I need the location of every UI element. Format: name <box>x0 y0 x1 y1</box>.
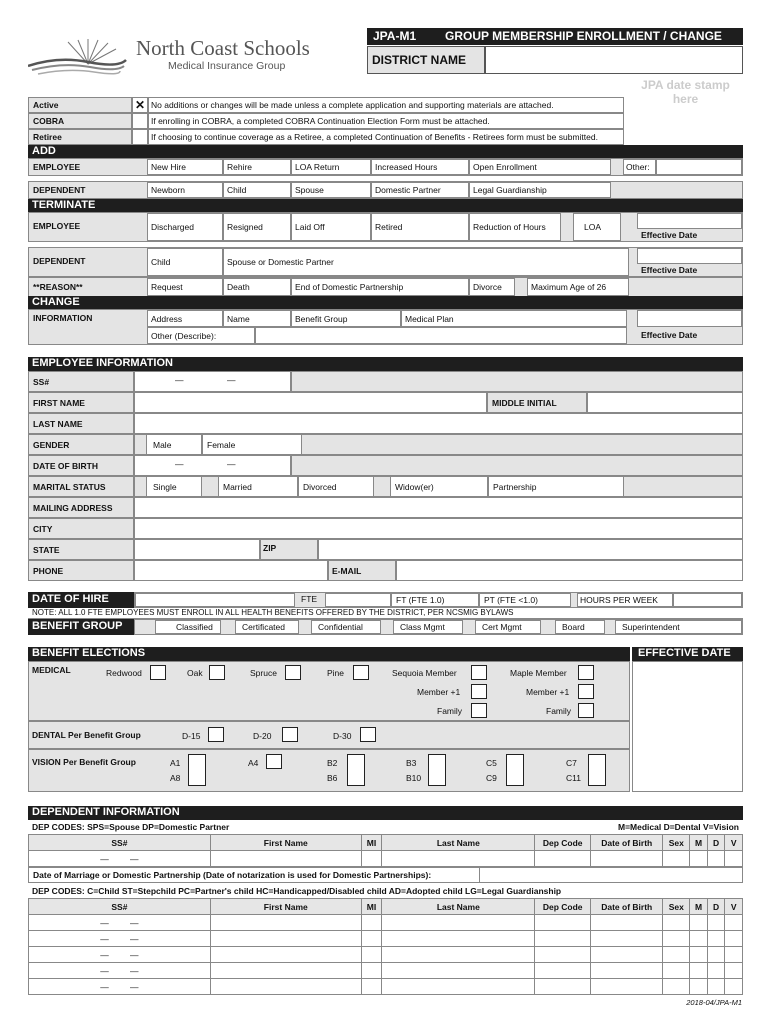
v-cell[interactable] <box>725 931 743 947</box>
district-name-field[interactable] <box>485 46 743 74</box>
dep-codes-row-2: DEP CODES: C=Child ST=Stepchild PC=Partner's child HC=Handicapped/Disabled child AD=Adopted child LG=Legal Guardianship <box>32 886 562 896</box>
m-cell[interactable] <box>690 931 708 947</box>
mi-cell[interactable] <box>361 947 382 963</box>
d-cell[interactable] <box>707 947 725 963</box>
gender-male-option[interactable]: Male <box>146 434 202 455</box>
term-dep-effective-date-label: Effective Date <box>641 265 698 275</box>
mailing-field[interactable] <box>134 497 743 518</box>
table-row <box>29 963 743 979</box>
first-name-cell[interactable] <box>210 931 361 947</box>
last-name-cell[interactable] <box>382 915 535 931</box>
hours-per-week-label: HOURS PER WEEK <box>577 593 673 607</box>
d30-checkbox[interactable] <box>360 727 376 742</box>
ssn-cell[interactable]: — — <box>29 979 211 995</box>
reason-maxage-option[interactable]: Maximum Age of 26 <box>527 278 629 296</box>
term-loa-option[interactable]: LOA <box>573 213 621 241</box>
dependent-table-2 <box>28 898 743 995</box>
status-text-active: No additions or changes will be made unless a complete application and supporting materials are attached. <box>148 97 624 113</box>
change-effective-date-label: Effective Date <box>641 330 698 340</box>
status-label-retiree: Retiree <box>28 129 132 145</box>
m-cell[interactable] <box>690 947 708 963</box>
d20-label: D-20 <box>253 731 272 741</box>
fte-note: NOTE: ALL 1.0 FTE EMPLOYEES MUST ENROLL IN ALL HEALTH BENEFITS OFFERED BY THE DISTRICT, PER NCSMIG BYLAWS <box>28 608 743 619</box>
dependent-table-1 <box>28 834 743 867</box>
change-effective-date-field[interactable] <box>637 310 742 327</box>
hire-row <box>134 592 743 608</box>
dependent-table-header <box>29 899 743 915</box>
add-increasedhours-option[interactable]: Increased Hours <box>371 159 469 175</box>
b2-b6-checkbox[interactable] <box>347 754 365 786</box>
dep-codes-row-1: DEP CODES: SPS=Spouse DP=Domestic Partner M=Medical D=Dental V=Vision <box>32 822 739 832</box>
dep-code-cell[interactable] <box>535 963 591 979</box>
a1-a8-checkbox[interactable] <box>188 754 206 786</box>
state-field[interactable] <box>134 539 260 560</box>
c5-c9-checkbox[interactable] <box>506 754 524 786</box>
pt-option[interactable]: PT (FTE <1.0) <box>479 593 571 607</box>
d-cell[interactable] <box>707 979 725 995</box>
ssn-spacer <box>291 371 743 392</box>
dob-cell[interactable] <box>591 851 663 867</box>
dob-cell[interactable] <box>591 947 663 963</box>
add-dependent-row <box>28 181 743 199</box>
term-discharged-option[interactable]: Discharged <box>147 213 223 241</box>
district-label: DISTRICT NAME <box>367 46 485 74</box>
col-sex: Sex <box>663 835 690 851</box>
d30-label: D-30 <box>333 731 352 741</box>
jpa-stamp-area: JPA date stamp here <box>641 78 730 106</box>
bg-certmgmt-option[interactable]: Cert Mgmt <box>475 620 541 634</box>
maple-member-label: Maple Member <box>510 668 567 678</box>
term-effective-date-field[interactable] <box>637 213 742 229</box>
reason-death-option[interactable]: Death <box>223 278 291 296</box>
add-newhire-option[interactable]: New Hire <box>147 159 223 175</box>
dep-code-cell[interactable] <box>535 979 591 995</box>
dep-code-cell[interactable] <box>535 915 591 931</box>
oak-checkbox[interactable] <box>209 665 225 680</box>
email-field[interactable] <box>396 560 743 581</box>
terminate-reason-row <box>28 277 743 297</box>
col-sex: Sex <box>663 899 690 915</box>
terminate-dependent-label: DEPENDENT <box>33 256 86 266</box>
v-cell[interactable] <box>725 963 743 979</box>
last-name-field[interactable] <box>134 413 743 434</box>
marriage-date-row: Date of Marriage or Domestic Partnership (Date of notarization is used for Domestic Partnerships): <box>28 867 743 883</box>
last-name-label: LAST NAME <box>28 413 134 434</box>
logo-mountain-icon <box>28 36 128 76</box>
b2-label: B2 <box>327 758 338 768</box>
marital-married-option[interactable]: Married <box>218 476 298 497</box>
bg-confidential-option[interactable]: Confidential <box>311 620 381 634</box>
m-cell[interactable] <box>690 915 708 931</box>
marital-label: MARITAL STATUS <box>28 476 134 497</box>
col-dob: Date of Birth <box>591 899 663 915</box>
vision-label: VISION Per Benefit Group <box>32 757 136 767</box>
c7-c11-checkbox[interactable] <box>588 754 606 786</box>
col-v: V <box>725 835 743 851</box>
gender-label: GENDER <box>28 434 134 455</box>
mi-cell[interactable] <box>361 979 382 995</box>
term-reduction-option[interactable]: Reduction of Hours <box>469 213 561 241</box>
employee-info-grid <box>28 371 743 583</box>
add-domesticpartner-option[interactable]: Domestic Partner <box>371 182 469 198</box>
m-cell[interactable] <box>690 851 708 867</box>
col-v: V <box>725 899 743 915</box>
date-of-hire-label: DATE OF HIRE <box>28 592 134 608</box>
dep-code-cell[interactable] <box>535 947 591 963</box>
fte-label: FTE <box>301 594 318 604</box>
cobra-checkbox[interactable] <box>132 113 148 129</box>
col-ssn: SS# <box>29 899 211 915</box>
dob-label: DATE OF BIRTH <box>28 455 134 476</box>
term-resigned-option[interactable]: Resigned <box>223 213 291 241</box>
maple-member-plus-checkbox[interactable] <box>578 684 594 699</box>
status-label-cobra: COBRA <box>28 113 132 129</box>
d-cell[interactable] <box>707 915 725 931</box>
zip-field[interactable] <box>318 539 743 560</box>
phone-field[interactable] <box>134 560 328 581</box>
redwood-checkbox[interactable] <box>150 665 166 680</box>
sex-cell[interactable] <box>663 979 690 995</box>
a4-label: A4 <box>248 758 259 768</box>
last-name-cell[interactable] <box>382 947 535 963</box>
add-other-option[interactable]: Other: <box>623 159 656 175</box>
table-row <box>29 931 743 947</box>
ssn-cell[interactable]: — — <box>29 963 211 979</box>
v-cell[interactable] <box>725 947 743 963</box>
benefit-group-label: BENEFIT GROUP <box>28 619 134 635</box>
d15-checkbox[interactable] <box>208 727 224 742</box>
dob-cell[interactable] <box>591 963 663 979</box>
mi-cell[interactable] <box>361 915 382 931</box>
state-label: STATE <box>28 539 134 560</box>
terminate-employee-row <box>28 212 743 242</box>
col-d: D <box>707 835 725 851</box>
sex-cell[interactable] <box>663 915 690 931</box>
sequoia-family-checkbox[interactable] <box>471 703 487 718</box>
change-name-option[interactable]: Name <box>223 310 291 327</box>
d-cell[interactable] <box>707 963 725 979</box>
col-m: M <box>690 835 708 851</box>
gender-female-option[interactable]: Female <box>202 434 302 455</box>
terminate-dependent-row <box>28 247 743 277</box>
col-mi: MI <box>361 899 382 915</box>
first-name-cell[interactable] <box>210 963 361 979</box>
add-openenrollment-option[interactable]: Open Enrollment <box>469 159 611 175</box>
first-name-field[interactable] <box>134 392 487 413</box>
dental-label: DENTAL Per Benefit Group <box>32 730 141 740</box>
term-effective-date-label: Effective Date <box>641 230 698 240</box>
marital-single-option[interactable]: Single <box>146 476 202 497</box>
table-row <box>29 915 743 931</box>
marital-partnership-option[interactable]: Partnership <box>488 476 624 497</box>
ssn-field[interactable]: — — <box>134 371 291 392</box>
marital-widow-option[interactable]: Widow(er) <box>390 476 488 497</box>
middle-initial-field[interactable] <box>587 392 743 413</box>
city-field[interactable] <box>134 518 743 539</box>
spruce-label: Spruce <box>250 668 277 678</box>
table-row <box>29 979 743 995</box>
reason-enddp-option[interactable]: End of Domestic Partnership <box>291 278 469 296</box>
ssn-cell[interactable]: — — <box>29 931 211 947</box>
first-name-label: FIRST NAME <box>28 392 134 413</box>
ft-option[interactable]: FT (FTE 1.0) <box>391 593 479 607</box>
ssn-label: SS# <box>28 371 134 392</box>
employee-info-header: EMPLOYEE INFORMATION <box>28 357 743 371</box>
maple-member-checkbox[interactable] <box>578 665 594 680</box>
m-cell[interactable] <box>690 963 708 979</box>
mailing-label: MAILING ADDRESS <box>28 497 134 518</box>
v-cell[interactable] <box>725 915 743 931</box>
dob-field[interactable]: — — <box>134 455 291 476</box>
change-info-label: INFORMATION <box>33 313 93 323</box>
add-dependent-label: DEPENDENT <box>33 185 86 195</box>
change-header: CHANGE <box>28 296 743 309</box>
marriage-date-field[interactable] <box>479 868 742 882</box>
change-medicalplan-option[interactable]: Medical Plan <box>401 310 627 327</box>
c11-label: C11 <box>566 773 581 783</box>
zip-label: ZIP <box>260 539 318 560</box>
terminate-header: TERMINATE <box>28 199 743 212</box>
first-name-cell[interactable] <box>210 979 361 995</box>
bg-classmgmt-option[interactable]: Class Mgmt <box>393 620 463 634</box>
maple-family-label: Family <box>546 706 572 716</box>
d20-checkbox[interactable] <box>282 727 298 742</box>
change-benefitgroup-option[interactable]: Benefit Group <box>291 310 401 327</box>
status-label-active: Active <box>28 97 132 113</box>
city-label: CITY <box>28 518 134 539</box>
status-section <box>28 97 624 145</box>
active-checkbox[interactable]: ✕ <box>132 97 148 113</box>
add-employee-label: EMPLOYEE <box>33 162 81 172</box>
col-dob: Date of Birth <box>591 835 663 851</box>
pine-checkbox[interactable] <box>353 665 369 680</box>
change-address-option[interactable]: Address <box>147 310 223 327</box>
benefit-group-row <box>134 619 743 635</box>
add-rehire-option[interactable]: Rehire <box>223 159 291 175</box>
logo-subtitle: Medical Insurance Group <box>168 60 286 72</box>
sequoia-member-plus-checkbox[interactable] <box>471 684 487 699</box>
sex-cell[interactable] <box>663 931 690 947</box>
change-info-row <box>28 309 743 345</box>
ssn-cell[interactable]: — — <box>29 851 211 867</box>
b6-label: B6 <box>327 773 338 783</box>
middle-initial-label: MIDDLE INITIAL <box>487 392 587 413</box>
sequoia-member-label: Sequoia Member <box>392 668 457 678</box>
oak-label: Oak <box>187 668 203 678</box>
spruce-checkbox[interactable] <box>285 665 301 680</box>
sex-cell[interactable] <box>663 963 690 979</box>
col-first-name: First Name <box>210 835 361 851</box>
mi-cell[interactable] <box>361 963 382 979</box>
add-loareturn-option[interactable]: LOA Return <box>291 159 371 175</box>
terminate-employee-label: EMPLOYEE <box>33 221 81 231</box>
sequoia-member-checkbox[interactable] <box>471 665 487 680</box>
fte-field[interactable] <box>325 593 391 607</box>
form-header <box>367 28 743 45</box>
add-child-option[interactable]: Child <box>223 182 291 198</box>
bg-superintendent-option[interactable]: Superintendent <box>615 620 742 634</box>
phone-label: PHONE <box>28 560 134 581</box>
retiree-checkbox[interactable] <box>132 129 148 145</box>
first-name-cell[interactable] <box>210 915 361 931</box>
dob-cell[interactable] <box>591 931 663 947</box>
col-last-name: Last Name <box>382 835 535 851</box>
bg-certificated-option[interactable]: Certificated <box>235 620 299 634</box>
maple-family-checkbox[interactable] <box>578 703 594 718</box>
last-name-cell[interactable] <box>382 979 535 995</box>
v-cell[interactable] <box>725 851 743 867</box>
bg-classified-option[interactable]: Classified <box>155 620 221 634</box>
c7-label: C7 <box>566 758 577 768</box>
ssn-cell[interactable]: — — <box>29 947 211 963</box>
term-child-option[interactable]: Child <box>147 248 223 276</box>
form-id: JPA-M1 <box>373 29 417 43</box>
d-cell[interactable] <box>707 851 725 867</box>
mi-cell[interactable] <box>361 931 382 947</box>
dob-cell[interactable] <box>591 979 663 995</box>
bg-board-option[interactable]: Board <box>555 620 605 634</box>
logo <box>28 36 328 76</box>
redwood-label: Redwood <box>106 668 142 678</box>
col-mi: MI <box>361 835 382 851</box>
d15-label: D-15 <box>182 731 201 741</box>
vision-section <box>28 749 630 792</box>
b3-b10-checkbox[interactable] <box>428 754 446 786</box>
reason-request-option[interactable]: Request <box>147 278 223 296</box>
last-name-cell[interactable] <box>382 851 535 867</box>
maple-member-plus-label: Member +1 <box>526 687 570 697</box>
v-cell[interactable] <box>725 979 743 995</box>
term-laidoff-option[interactable]: Laid Off <box>291 213 371 241</box>
col-dep-code: Dep Code <box>535 835 591 851</box>
dob-cell[interactable] <box>591 915 663 931</box>
c5-label: C5 <box>486 758 497 768</box>
dep-code-cell[interactable] <box>535 851 591 867</box>
reason-divorce-option[interactable]: Divorce <box>469 278 515 296</box>
a1-label: A1 <box>170 758 181 768</box>
sex-cell[interactable] <box>663 947 690 963</box>
medical-label: MEDICAL <box>32 665 71 675</box>
a4-checkbox[interactable] <box>266 754 282 769</box>
status-text-retiree: If choosing to continue coverage as a Retiree, a completed Continuation of Benefits - Retirees form must be submitted. <box>148 129 624 145</box>
add-newborn-option[interactable]: Newborn <box>147 182 223 198</box>
change-other-label: Other (Describe): <box>147 327 255 344</box>
first-name-cell[interactable] <box>210 851 361 867</box>
benefit-elections-header: BENEFIT ELECTIONS <box>28 647 630 661</box>
status-text-cobra: If enrolling in COBRA, a completed COBRA Continuation Election Form must be attached. <box>148 113 624 129</box>
col-dep-code: Dep Code <box>535 899 591 915</box>
last-name-cell[interactable] <box>382 963 535 979</box>
a8-label: A8 <box>170 773 181 783</box>
marital-divorced-option[interactable]: Divorced <box>298 476 374 497</box>
logo-name: North Coast Schools <box>136 36 310 60</box>
c9-label: C9 <box>486 773 497 783</box>
term-retired-option[interactable]: Retired <box>371 213 469 241</box>
last-name-cell[interactable] <box>382 931 535 947</box>
add-legalguardianship-option[interactable]: Legal Guardianship <box>469 182 611 198</box>
d-cell[interactable] <box>707 931 725 947</box>
dependent-table-header <box>29 835 743 851</box>
form-footer-code: 2018-04/JPA-M1 <box>686 998 742 1007</box>
term-spouse-option[interactable]: Spouse or Domestic Partner <box>223 248 629 276</box>
term-dep-effective-date-field[interactable] <box>637 248 742 264</box>
form-title: GROUP MEMBERSHIP ENROLLMENT / CHANGE <box>445 29 722 43</box>
m-cell[interactable] <box>690 979 708 995</box>
table-row <box>29 947 743 963</box>
elections-effective-date-field[interactable] <box>632 661 743 792</box>
sequoia-family-label: Family <box>437 706 463 716</box>
change-other-field[interactable] <box>255 327 627 344</box>
first-name-cell[interactable] <box>210 947 361 963</box>
col-m: M <box>690 899 708 915</box>
col-d: D <box>707 899 725 915</box>
b3-label: B3 <box>406 758 417 768</box>
effective-date-header: EFFECTIVE DATE <box>632 647 743 661</box>
email-label: E-MAIL <box>328 560 396 581</box>
ssn-cell[interactable]: — — <box>29 915 211 931</box>
sequoia-member-plus-label: Member +1 <box>417 687 461 697</box>
dependent-info-header: DEPENDENT INFORMATION <box>28 806 743 820</box>
table-row <box>29 851 743 867</box>
add-header: ADD <box>28 145 743 158</box>
add-spouse-option[interactable]: Spouse <box>291 182 371 198</box>
col-ssn: SS# <box>29 835 211 851</box>
mi-cell[interactable] <box>361 851 382 867</box>
col-first-name: First Name <box>210 899 361 915</box>
sex-cell[interactable] <box>663 851 690 867</box>
date-of-hire-field[interactable] <box>135 593 295 607</box>
add-employee-row <box>28 158 743 176</box>
reason-label: **REASON** <box>33 282 83 292</box>
col-last-name: Last Name <box>382 899 535 915</box>
dob-spacer <box>291 455 743 476</box>
pine-label: Pine <box>327 668 345 678</box>
dep-code-cell[interactable] <box>535 931 591 947</box>
hours-per-week-field[interactable] <box>673 593 742 607</box>
b10-label: B10 <box>406 773 422 783</box>
add-other-field[interactable] <box>656 159 742 175</box>
